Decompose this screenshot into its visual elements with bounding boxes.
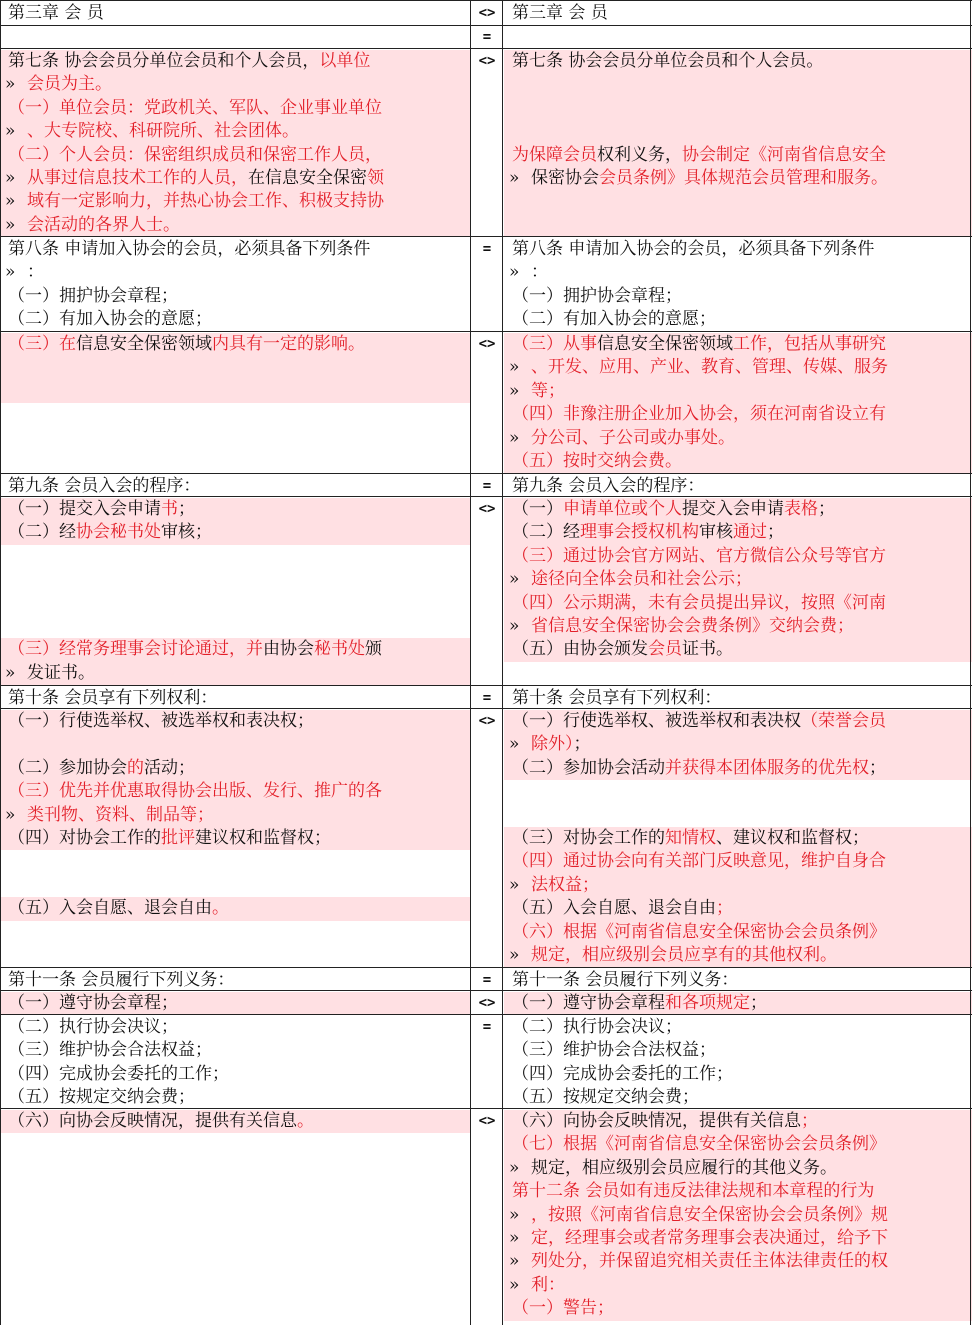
right-text-line: [504, 120, 972, 143]
diff-marker: <>: [478, 713, 496, 729]
right-text-line: [504, 1063, 972, 1086]
left-text-line: [0, 285, 470, 308]
text-segment: （一）拥护协会章程；: [8, 285, 178, 306]
text-segment: 通过: [733, 522, 767, 543]
text-segment: （二）经: [512, 522, 580, 543]
text-segment: 第十一条 会员履行下列义务：: [512, 970, 739, 990]
row-divider: [0, 708, 972, 709]
right-text-line: [504, 592, 972, 615]
text-segment: ：: [531, 262, 548, 283]
text-segment: ；: [801, 1111, 818, 1131]
right-text-line: [504, 167, 972, 190]
text-segment: （一）警告；: [512, 1298, 614, 1319]
text-segment: 协会秘书处: [76, 522, 161, 543]
text-segment: 知情权: [665, 828, 716, 848]
text-segment: 理事会授权机构: [580, 522, 699, 543]
right-text-line: [504, 308, 972, 331]
text-segment: 列处分，并保留追究相关责任主体法律责任的权: [531, 1251, 888, 1272]
text-segment: （四）对协会工作的: [8, 828, 161, 848]
right-text-line: [504, 992, 972, 1015]
left-text-line: [0, 850, 470, 873]
right-text-line: [504, 1274, 972, 1297]
left-text-line: [0, 1110, 470, 1133]
continuation-marker: »: [509, 168, 520, 188]
text-segment: 利：: [531, 1274, 565, 1295]
text-segment: 第十条 会员享有下列权利：: [512, 688, 722, 708]
left-text-line: [0, 710, 470, 733]
text-segment: （一）行使选举权、被选举权和表决权；: [8, 711, 314, 731]
text-segment: 权利义务，: [597, 144, 682, 165]
right-text-line: [504, 1157, 972, 1180]
right-text-line: [504, 733, 972, 756]
text-segment: 在: [59, 334, 76, 354]
text-segment: 第七条 协会会员分单位会员和个人会员。: [512, 51, 824, 71]
right-text-line: [504, 545, 972, 568]
text-segment: ；: [750, 993, 767, 1013]
right-text-line: [504, 757, 972, 780]
text-segment: （三）: [512, 334, 563, 354]
left-text-line: [0, 144, 470, 167]
row-divider: [0, 236, 972, 237]
left-text-line: [0, 804, 470, 827]
text-segment: 域有一定影响力，并热心协会工作、积极支持协: [27, 191, 384, 212]
text-segment: 的: [127, 757, 144, 778]
right-text-line: [504, 1039, 972, 1062]
text-segment: 活动；: [144, 757, 195, 778]
continuation-marker: »: [509, 1204, 520, 1225]
text-segment: （一）遵守协会章程: [512, 993, 665, 1013]
row-divider: [0, 1108, 972, 1109]
text-segment: 第十二条 会员如有违反法律法规和本章程的行为: [512, 1181, 875, 1202]
text-segment: 会员条例》: [599, 168, 684, 188]
left-text-line: [0, 757, 470, 780]
text-segment: 秘书处: [314, 639, 365, 660]
text-segment: 。: [297, 1111, 314, 1131]
right-text-line: [504, 827, 972, 850]
text-segment: （三）优先并优惠取得协会出版、发行、推广的各: [8, 781, 382, 802]
left-text-line: [0, 214, 470, 237]
left-text-line: [0, 1039, 470, 1062]
right-text-line: [504, 850, 972, 873]
text-segment: 以单位: [319, 51, 371, 71]
row-divider: [0, 48, 972, 49]
chapter-title-old: 第三章 会 员: [8, 3, 104, 23]
left-text-line: [0, 1016, 470, 1039]
right-text-line: [504, 498, 972, 521]
left-text-line: [0, 897, 470, 920]
text-segment: 在信息安全保密: [248, 168, 367, 188]
right-text-line: [504, 380, 972, 403]
row-divider: [0, 990, 972, 991]
left-text-line: [0, 238, 470, 261]
text-segment: 、建议权和监督权；: [716, 828, 869, 848]
left-text-line: [0, 827, 470, 850]
right-text-line: [504, 638, 972, 661]
continuation-marker: »: [509, 569, 520, 590]
text-segment: （五）按规定交纳会费；: [8, 1087, 195, 1108]
left-text-line: [0, 261, 470, 284]
right-text-line: [504, 403, 972, 426]
diff-marker: <>: [478, 336, 496, 352]
text-segment: 分公司、子公司或办事处。: [531, 427, 735, 448]
text-segment: 申请单位或个人: [563, 499, 682, 519]
text-segment: （二）有加入协会的意愿；: [512, 309, 716, 330]
right-text-line: [504, 687, 972, 710]
text-segment: ，按照《河南省信息安全保密协会会员条例》规: [531, 1204, 888, 1225]
text-segment: 领: [367, 168, 384, 188]
left-text-line: [0, 733, 470, 756]
left-text-line: [0, 475, 470, 498]
left-text-line: [0, 167, 470, 190]
diff-marker: =: [482, 972, 492, 988]
right-text-line: [504, 1110, 972, 1133]
right-text-line: [504, 615, 972, 638]
continuation-marker: »: [509, 945, 520, 965]
text-segment: 第九条 会员入会的程序：: [8, 476, 201, 496]
old-version-column: [0, 0, 470, 1325]
diff-marker: =: [482, 1019, 492, 1035]
text-segment: （一）行使选举权、被选举权和表决权: [512, 711, 801, 731]
text-segment: 提交入会申请: [682, 499, 784, 519]
left-text-line: [0, 498, 470, 521]
right-text-line: [504, 1016, 972, 1039]
text-segment: 、开发、应用、产业、教育、管理、传媒、服务: [531, 357, 888, 378]
text-segment: （六）向协会反映情况，提供有关信息: [8, 1111, 297, 1131]
diff-marker: <>: [478, 501, 496, 517]
text-segment: 第十一条 会员履行下列义务：: [8, 970, 235, 990]
text-segment: 会员为主。: [27, 74, 112, 95]
text-segment: 表格: [784, 499, 818, 519]
left-text-line: [0, 333, 470, 356]
text-segment: 。: [212, 898, 229, 919]
right-text-line: [504, 261, 972, 284]
column-divider: [470, 0, 471, 1325]
text-segment: （五）由协会颁发: [512, 639, 648, 660]
left-text-line: [0, 308, 470, 331]
text-segment: （三）对协会工作的: [512, 828, 665, 848]
text-segment: 由协会: [263, 639, 314, 660]
left-text-line: [0, 120, 470, 143]
diff-marker: <>: [478, 53, 496, 69]
text-segment: 省信息安全保密协会会费条例》交纳会费；: [531, 616, 854, 636]
continuation-marker: »: [5, 168, 16, 188]
text-segment: 途径向全体会员和社会公示；: [531, 569, 752, 590]
text-segment: 规定，相应级别会员应履行的其他义务。: [531, 1157, 837, 1178]
text-segment: （三）维护协会合法权益；: [8, 1040, 212, 1061]
right-text-line: [504, 1297, 972, 1320]
right-text-line: [504, 568, 972, 591]
text-segment: （五）入会自愿、退会自由: [512, 898, 716, 919]
text-segment: （五）按规定交纳会费；: [512, 1087, 699, 1108]
row-divider: [0, 331, 972, 332]
text-segment: （二）参加协会: [8, 757, 127, 778]
left-text-line: [0, 969, 470, 992]
text-segment: 发证书。: [27, 662, 95, 683]
text-segment: 书: [161, 499, 178, 519]
continuation-marker: »: [5, 662, 16, 683]
text-segment: 会活动的各界人士。: [27, 214, 180, 235]
right-text-line: [504, 50, 972, 73]
right-text-line: [504, 97, 972, 120]
text-segment: 规定，相应级别会员应享有的其他权利。: [531, 945, 837, 965]
text-segment: （四）完成协会委托的工作；: [8, 1063, 229, 1084]
text-segment: ；: [767, 522, 784, 543]
right-text-line: [504, 1180, 972, 1203]
left-text-line: [0, 190, 470, 213]
right-text-line: [504, 73, 972, 96]
left-text-line: [0, 662, 470, 685]
right-text-line: [504, 1250, 972, 1273]
diff-marker: =: [482, 29, 492, 45]
text-segment: （三）经常务理事会讨论通过，并: [8, 639, 263, 660]
text-segment: 信息安全保密领域: [597, 334, 733, 354]
text-segment: （四）公示期满，未有会员提出异议，按照《河南: [512, 592, 886, 613]
row-divider: [0, 496, 972, 497]
column-divider: [0, 0, 1, 1325]
diff-marker: =: [482, 241, 492, 257]
text-segment: 工作，包括从事研究: [733, 334, 886, 354]
continuation-marker: »: [509, 734, 520, 755]
text-segment: （三）: [8, 334, 59, 354]
text-segment: （七）根据《河南省信息安全保密协会会员条例》: [512, 1134, 886, 1155]
text-segment: （三）通过协会官方网站、官方微信公众号等官方: [512, 545, 886, 566]
text-segment: 具体规范会员管理和服务。: [684, 168, 888, 188]
continuation-marker: »: [509, 427, 520, 448]
continuation-marker: »: [509, 874, 520, 895]
text-segment: 法权益；: [531, 874, 599, 895]
text-segment: 从事过信息技术工作的人员，: [27, 168, 248, 188]
text-segment: 审核；: [161, 522, 212, 543]
left-text-line: [0, 50, 470, 73]
text-segment: 保密协会: [531, 168, 599, 188]
text-segment: 第十条 会员享有下列权利：: [8, 688, 218, 708]
text-segment: 为保障会员: [512, 144, 597, 165]
text-segment: （三）维护协会合法权益；: [512, 1040, 716, 1061]
continuation-marker: »: [509, 616, 520, 636]
text-segment: 定，经理事会或者常务理事会表决通过，给予下: [531, 1228, 888, 1248]
continuation-marker: »: [509, 1251, 520, 1272]
text-segment: 证书。: [682, 639, 733, 660]
text-segment: ；: [716, 898, 733, 919]
text-segment: （四）非豫注册企业加入协会，须在河南省设立有: [512, 404, 886, 425]
left-text-line: [0, 1086, 470, 1109]
text-segment: 批评: [161, 828, 195, 848]
right-text-line: [504, 1204, 972, 1227]
right-text-line: [504, 1086, 972, 1109]
right-text-line: [504, 144, 972, 167]
left-text-line: [0, 97, 470, 120]
left-text-line: [0, 1063, 470, 1086]
text-segment: 等；: [531, 380, 565, 401]
text-segment: 审核: [699, 522, 733, 543]
right-text-line: [504, 450, 972, 473]
text-segment: ；: [573, 734, 591, 755]
text-segment: （二）执行协会决议；: [8, 1017, 178, 1037]
text-segment: 第八条 申请加入协会的会员，必须具备下列条件: [8, 239, 371, 259]
text-segment: 第七条 协会会员分单位会员和个人会员，: [8, 51, 320, 71]
text-segment: 会员: [648, 639, 682, 660]
left-text-line: [0, 545, 470, 568]
left-text-line: [0, 73, 470, 96]
text-segment: （四）通过协会向有关部门反映意见，维护自身合: [512, 851, 886, 872]
text-segment: 并获得本团体服务的优先权: [665, 757, 869, 778]
text-segment: 颁: [365, 639, 382, 660]
text-segment: 除外）: [531, 734, 574, 755]
row-divider: [0, 967, 972, 968]
diff-marker: <>: [478, 1113, 496, 1129]
right-text-line: [504, 969, 972, 992]
continuation-marker: »: [509, 1274, 520, 1295]
continuation-marker: »: [509, 380, 520, 401]
text-segment: （二）经: [8, 522, 76, 543]
text-segment: （二）有加入协会的意愿；: [8, 309, 212, 330]
diff-marker: <>: [478, 995, 496, 1011]
right-text-line: [504, 427, 972, 450]
text-segment: （五）按时交纳会费。: [512, 451, 682, 471]
left-text-line: [0, 521, 470, 544]
column-divider: [970, 0, 971, 1325]
text-segment: 第九条 会员入会的程序：: [512, 476, 705, 496]
text-segment: （五）入会自愿、退会自由: [8, 898, 212, 919]
row-divider: [0, 1014, 972, 1015]
chapter-title-new: 第三章 会 员: [512, 3, 608, 23]
left-text-line: [0, 638, 470, 661]
text-segment: （六）根据《河南省信息安全保密协会会员条例》: [512, 921, 886, 942]
text-segment: （二）个人会员：保密组织成员和保密工作人员，: [8, 144, 382, 165]
left-text-line: [0, 992, 470, 1015]
row-divider: [0, 25, 972, 26]
text-segment: （二）参加协会活动: [512, 757, 665, 778]
new-version-column: [504, 0, 972, 1325]
text-segment: （一）单位会员：党政机关、军队、企业事业单位: [8, 97, 382, 118]
text-segment: 内具有一定的影响。: [212, 334, 365, 354]
right-text-line: [504, 804, 972, 827]
continuation-marker: »: [509, 262, 520, 283]
text-segment: 建议权和监督权；: [195, 828, 331, 848]
text-segment: （二）执行协会决议；: [512, 1017, 682, 1037]
continuation-marker: »: [509, 1228, 520, 1248]
text-segment: （六）向协会反映情况，提供有关信息: [512, 1111, 801, 1131]
left-text-line: [0, 874, 470, 897]
text-segment: （一）遵守协会章程；: [8, 993, 178, 1013]
right-text-line: [504, 944, 972, 967]
right-text-line: [504, 1227, 972, 1250]
continuation-marker: »: [5, 74, 16, 95]
right-text-line: [504, 710, 972, 733]
right-text-line: [504, 1133, 972, 1156]
continuation-marker: »: [509, 1157, 520, 1178]
text-segment: （荣誉会员: [801, 711, 886, 731]
text-segment: ；: [818, 499, 835, 519]
text-segment: （一）提交入会申请: [8, 499, 161, 519]
left-text-line: [0, 592, 470, 615]
text-segment: 第八条 申请加入协会的会员，必须具备下列条件: [512, 239, 875, 259]
right-text-line: [504, 897, 972, 920]
text-segment: 、大专院校、科研院所、社会团体。: [27, 121, 299, 142]
right-text-line: [504, 238, 972, 261]
left-text-line: [0, 687, 470, 710]
text-segment: ；: [178, 499, 195, 519]
row-divider: [0, 685, 972, 686]
right-text-line: [504, 874, 972, 897]
text-segment: （一）: [512, 499, 563, 519]
text-segment: 协会制定《河南省信息安全: [682, 144, 886, 165]
continuation-marker: »: [5, 262, 16, 283]
continuation-marker: »: [5, 214, 16, 235]
text-segment: 从事: [563, 334, 597, 354]
row-divider: [0, 0, 972, 1]
right-text-line: [504, 356, 972, 379]
diff-marker: =: [482, 690, 492, 706]
text-segment: （一）拥护协会章程；: [512, 285, 682, 306]
diff-marker: =: [482, 478, 492, 494]
continuation-marker: »: [5, 191, 16, 212]
diff-marker-column: [472, 0, 502, 1325]
right-text-line: [504, 521, 972, 544]
left-text-line: [0, 615, 470, 638]
continuation-marker: »: [5, 804, 16, 825]
text-segment: ：: [27, 262, 44, 283]
text-segment: （四）完成协会委托的工作；: [512, 1063, 733, 1084]
right-text-line: [504, 475, 972, 498]
right-text-line: [504, 285, 972, 308]
column-divider: [502, 0, 503, 1325]
right-text-line: [504, 333, 972, 356]
text-segment: 类刊物、资料、制品等；: [27, 804, 214, 825]
right-text-line: [504, 780, 972, 803]
left-text-line: [0, 780, 470, 803]
continuation-marker: »: [509, 357, 520, 378]
row-divider: [0, 473, 972, 474]
text-segment: ；: [869, 757, 886, 778]
diff-marker: <>: [478, 5, 496, 21]
text-segment: 信息安全保密领域: [76, 334, 212, 354]
right-text-line: [504, 921, 972, 944]
continuation-marker: »: [5, 121, 16, 142]
text-segment: 和各项规定: [665, 993, 750, 1013]
left-text-line: [0, 568, 470, 591]
